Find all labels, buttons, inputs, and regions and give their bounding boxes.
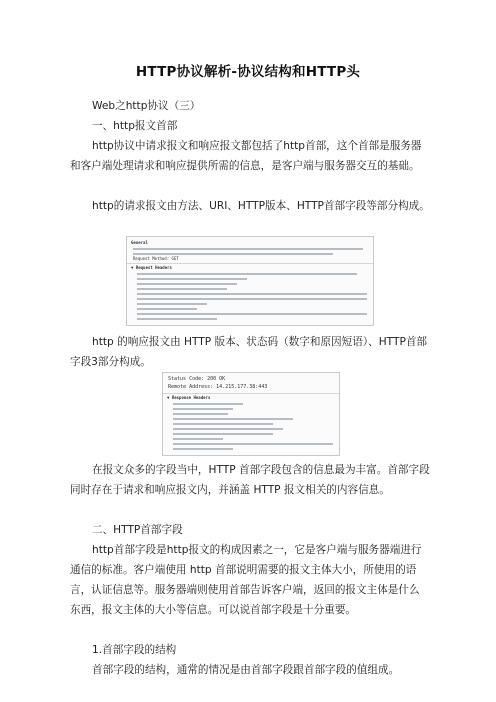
status-code-label: Status Code: 200 OK [168, 376, 226, 382]
paragraph-header-fields: http首部字段是http报文的构成因素之一，它是客户端与服务器端进行通信的标准。客户端使用 http 首部说明需要的报文主体大小，所使用的语言，认证信息等。服务器端则使用首部告诉客户端，返回的报文主体是什么东西，报文主体的大小等信息。可以说首部字段是十分重要。 [70, 544, 422, 616]
paragraph-header-richness: 在报文众多的字段当中，HTTP 首部字段包含的信息最为丰富。首部字段同时存在于请求和响应报文内，并涵盖 HTTP 报文相关的内容信息。 [70, 464, 430, 496]
general-label: General [131, 240, 148, 245]
paragraph-field-structure: 首部字段的结构，通常的情况是由首部字段跟首部字段的值组成。 [92, 664, 400, 676]
intro-line: Web之http协议（三） [92, 100, 201, 112]
request-headers-screenshot [126, 236, 374, 326]
section-heading-2: 二、HTTP首部字段 [92, 524, 183, 536]
page-title: HTTP协议解析-协议结构和HTTP头 [135, 64, 361, 80]
subheading-field-structure: 1.首部字段的结构 [92, 644, 177, 656]
response-headers-label: ▼ Response Headers [167, 395, 211, 400]
response-headers-screenshot [162, 372, 340, 456]
paragraph-request-structure: http的请求报文由方法、URI、HTTP版本、HTTP首部字段等部分构成。 [92, 200, 430, 212]
request-headers-label: ▼ Request Headers [131, 265, 172, 270]
section-heading-1: 一、http报文首部 [92, 120, 178, 132]
remote-address-label: Remote Address: 14.215.177.38:443 [168, 384, 268, 390]
request-method-label: Request Method: GET [133, 256, 179, 261]
paragraph-header-intro: http协议中请求报文和响应报文都包括了http首部，这个首部是服务器和客户端处理请求和响应提供所需的信息，是客户端与服务器交互的基础。 [70, 140, 422, 172]
paragraph-response-structure: http 的响应报文由 HTTP 版本、状态码（数字和原因短语）、HTTP首部字段3部分构成。 [70, 336, 428, 368]
